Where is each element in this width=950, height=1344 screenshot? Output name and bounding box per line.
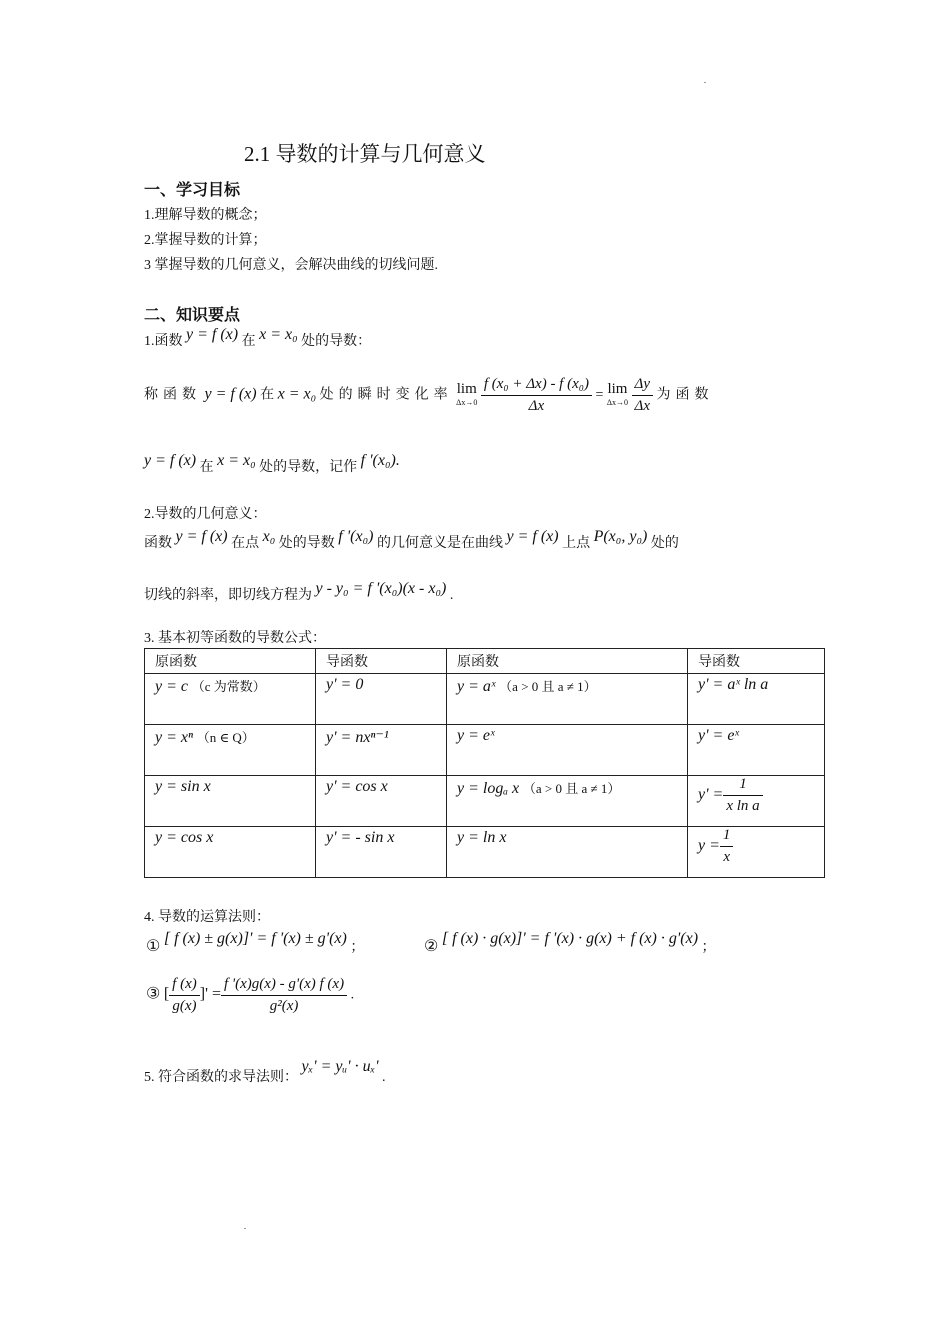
table-cell: y' = $\frac{1}{\text{x ln a}}$	[688, 776, 825, 827]
rule-chain: 5. 符合函数的求导法则： yₓ' = yᵤ' · uₓ' .	[144, 1058, 386, 1085]
objective-item-1: 1.理解导数的概念；	[144, 208, 267, 223]
scan-dot-top	[704, 82, 706, 83]
heading-derivative-formulas: 3. 基本初等函数的导数公式：	[144, 631, 326, 646]
formula-x0: x = x₀	[259, 326, 298, 343]
rule-product: ② [ f (x) · g(x)]' = f '(x) · g(x) + f (x) · g'(x) ；	[424, 930, 716, 955]
table-cell: y' = - sin x	[316, 827, 447, 878]
formula-fx: y = f (x)	[186, 326, 239, 343]
heading-geometric-meaning: 2.导数的几何意义：	[144, 507, 267, 522]
limit-operator: lim Δx→0	[456, 380, 478, 407]
formula-fprime-x0: f '(x₀).	[360, 452, 400, 469]
table-cell: y = xⁿ （n ∈ Q）	[145, 725, 316, 776]
table-header-cell: 导函数	[688, 649, 825, 674]
rule-sum: ① [ f (x) ± g(x)]' = f '(x) ± g'(x) ；	[146, 930, 365, 955]
formula-fx: y = f (x)	[175, 528, 228, 545]
table-cell: y = aˣ （a > 0 且 a ≠ 1）	[447, 674, 688, 725]
table-row	[145, 725, 825, 776]
fraction-1-over-x: $\frac{1}{x}$	[720, 827, 734, 866]
table-row	[145, 776, 825, 827]
formula-fx-2: y = f (x)	[506, 528, 559, 545]
table-cell: y' = 0	[316, 674, 447, 725]
derivative-formula-table	[144, 648, 825, 878]
paragraph-geometric-meaning: 函数 y = f (x) 在点 x₀ 处的导数 f '(x₀) 的几何意义是在曲线 y = f (x) 上点 P(x₀, y₀) 处的	[144, 528, 679, 551]
section-heading-objectives: 一、学习目标	[144, 180, 241, 199]
table-header-row	[145, 649, 825, 674]
heading-operation-rules: 4. 导数的运算法则：	[144, 910, 270, 925]
inner-fraction-f-over-g: $\frac{f (x)}{g(x)}$	[169, 976, 200, 1015]
formula-x0: x = x₀	[217, 452, 256, 469]
formula-fprime-x0: f '(x₀)	[338, 528, 374, 545]
fraction-1-over-xlna: $\frac{1}{\text{x ln a}}$	[723, 776, 762, 815]
scan-dot-bottom	[244, 1228, 246, 1229]
formula-point-p: P(x₀, y₀)	[593, 528, 648, 545]
table-cell: y = $\frac{1}{x}$	[688, 827, 825, 878]
table-cell: y = c （c 为常数）	[145, 674, 316, 725]
table-header-cell: 原函数	[447, 649, 688, 674]
table-cell: y' = aˣ ln a	[688, 674, 825, 725]
limit-operator-2: lim Δx→0	[606, 380, 629, 407]
objective-item-3: 3 掌握导数的几何意义，会解决曲线的切线问题.	[144, 258, 438, 273]
formula-x0: x₀	[262, 528, 276, 545]
formula-fx: y = f (x)	[204, 385, 257, 403]
formula-x0: x = x₀	[277, 385, 317, 403]
table-cell: y' = nxⁿ⁻¹	[316, 725, 447, 776]
table-cell: y = eˣ	[447, 725, 688, 776]
table-cell: y = cos x	[145, 827, 316, 878]
paragraph-derivative-definition: 称函数 y = f (x) 在 x = x₀ 处的瞬时变化率 lim Δx→0 $\frac{\text{f (x₀ + Δx) - f (x₀)}}{\Delta x}$ = lim Δx→0 $\frac{\Delta y}{\Delta x}$ 为函数	[144, 376, 714, 414]
formula-quotient-rule: $\frac{f '(x)g(x) - g'(x) f (x)}{\text{g²(x)}}$	[221, 976, 347, 1015]
table-header-cell: 导函数	[316, 649, 447, 674]
table-cell: y = sin x	[145, 776, 316, 827]
table-row	[145, 674, 825, 725]
formula-product-rule: [ f (x) · g(x)]' = f '(x) · g(x) + f (x) · g'(x)	[441, 930, 699, 947]
formula-chain-rule: yₓ' = yᵤ' · uₓ'	[301, 1058, 379, 1075]
table-cell: y' = cos x	[316, 776, 447, 827]
objective-item-2: 2.掌握导数的计算；	[144, 233, 267, 248]
table-cell: y' = eˣ	[688, 725, 825, 776]
formula-sum-rule: [ f (x) ± g(x)]' = f '(x) ± g'(x)	[163, 930, 347, 947]
paragraph-derivative-intro: 1.函数 y = f (x) 在 x = x₀ 处的导数：	[144, 326, 372, 349]
table-header-cell: 原函数	[145, 649, 316, 674]
paragraph-derivative-notation: y = f (x) 在 x = x₀ 处的导数，记作 f '(x₀).	[144, 452, 400, 475]
delta-quotient: $\frac{\Delta y}{\Delta x}$	[632, 376, 653, 415]
page-title: 2.1 导数的计算与几何意义	[244, 142, 486, 166]
formula-tangent-equation: y - y₀ = f '(x₀)(x - x₀)	[315, 580, 447, 597]
difference-quotient: $\frac{\text{f (x₀ + Δx) - f (x₀)}}{\Delta x}$	[481, 376, 592, 415]
table-cell: y = logₐ x （a > 0 且 a ≠ 1）	[447, 776, 688, 827]
formula-fx: y = f (x)	[144, 452, 197, 469]
rule-quotient: ③ [ $\frac{f (x)}{g(x)}$ ]' = $\frac{f '(x)g(x) - g'(x) f (x)}{\text{g²(x)}}$ .	[146, 976, 355, 1014]
table-row	[145, 827, 825, 878]
table-cell: y = ln x	[447, 827, 688, 878]
paragraph-tangent-line: 切线的斜率，即切线方程为 y - y₀ = f '(x₀)(x - x₀) .	[144, 580, 454, 603]
section-heading-knowledge: 二、知识要点	[144, 305, 241, 324]
